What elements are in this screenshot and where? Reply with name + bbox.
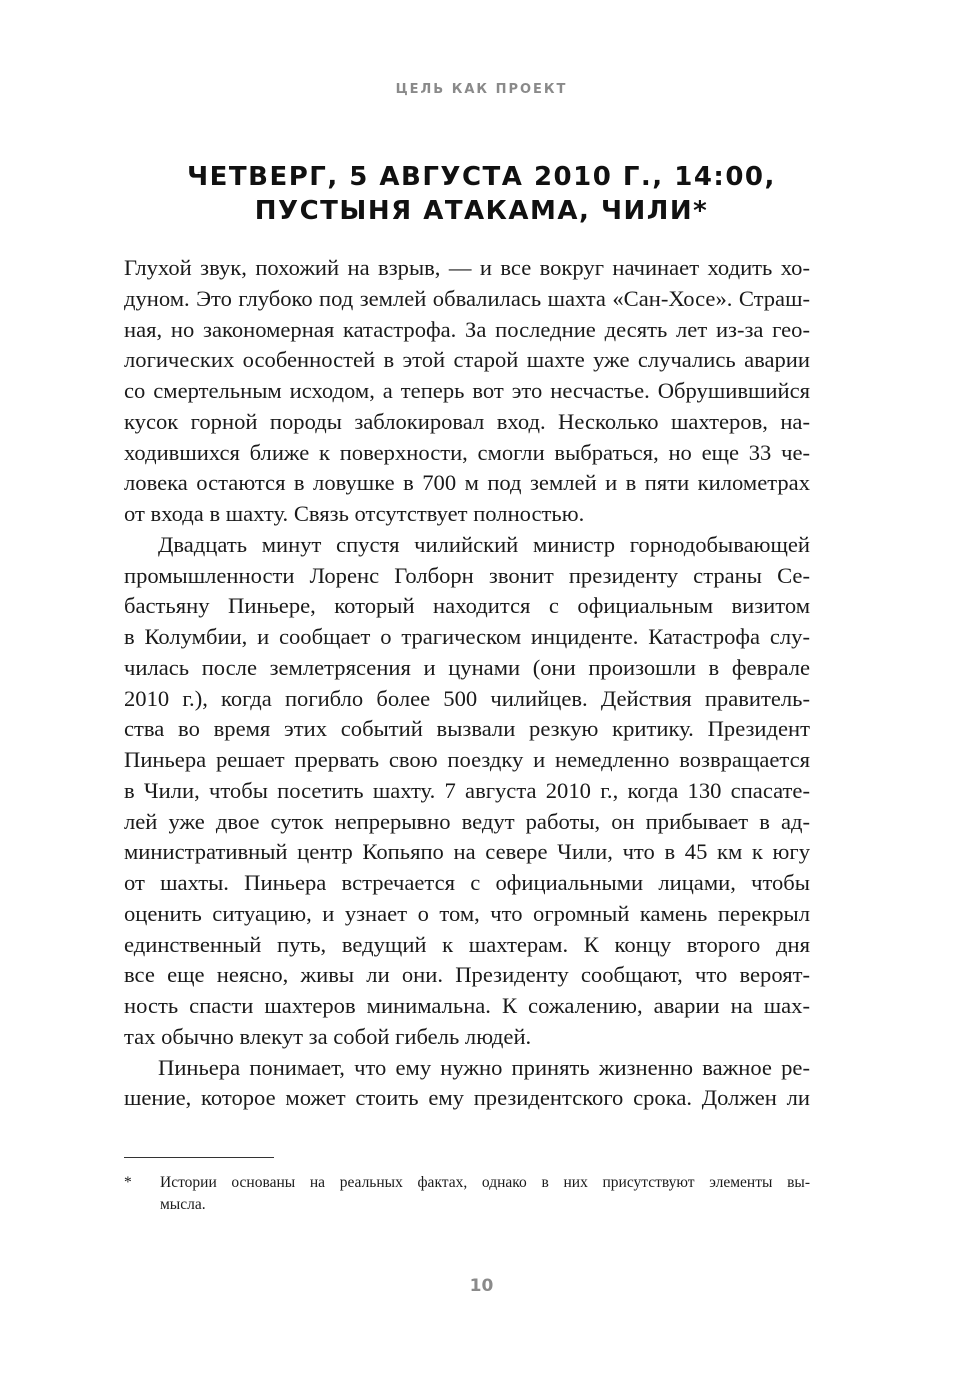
- chapter-title-line: ПУСТЫНЯ АТАКАМА, ЧИЛИ*: [254, 196, 709, 226]
- text-line: промышленности Лоренс Голборн звонит президенту страны Се-: [124, 562, 810, 588]
- footnote-text: [160, 1172, 810, 1216]
- text-line: в Колумбии, и сообщает о трагическом инциденте. Катастрофа слу-: [124, 624, 810, 649]
- text-line: ная, но закономерная катастрофа. За последние десять лет из-за гео-: [124, 316, 810, 342]
- text-line: дуном. Это глубоко под землей обвалилась шахта «Сан-Хосе». Страш-: [124, 285, 810, 311]
- paragraph: [124, 253, 810, 530]
- footnote-line: Истории основаны на реальных фактах, однако в них присутствуют элементы вы-: [160, 1174, 810, 1191]
- text-line: 2010 г.), когда погибло более 500 чилийцев. Действия правитель-: [124, 685, 810, 711]
- chapter-title-line: ЧЕТВЕРГ, 5 АВГУСТА 2010 Г., 14:00,: [187, 162, 776, 192]
- text-line: ность спасти шахтеров минимальна. К сожалению, аварии на шах-: [124, 993, 810, 1018]
- paragraph: [124, 530, 810, 1053]
- text-line: кусок горной породы заблокировал вход. Несколько шахтеров, на-: [124, 408, 810, 434]
- text-line: оценить ситуацию, и узнает о том, что огромный камень перекрыл: [124, 900, 810, 926]
- text-line: от входа в шахту. Связь отсутствует полностью.: [124, 501, 585, 526]
- text-line: шение, которое может стоить ему президентского срока. Должен ли: [124, 1085, 810, 1111]
- text-line: все еще неясно, живы ли они. Президенту сообщают, что вероят-: [124, 962, 810, 988]
- text-line: в Чили, чтобы посетить шахту. 7 августа 2010 г., когда 130 спасате-: [124, 777, 810, 803]
- text-line: бастьяну Пиньере, который находится с официальным визитом: [124, 593, 810, 619]
- text-line: ства во время этих событий вызвали резкую критику. Президент: [124, 716, 810, 742]
- text-line: Двадцать минут спустя чилийский министр горнодобывающей: [158, 531, 810, 557]
- text-line: Пиньера понимает, что ему нужно принять жизненно важное ре-: [158, 1054, 810, 1080]
- footnote: [124, 1172, 810, 1216]
- text-line: чилась после землетрясения и цунами (они произошли в феврале: [124, 654, 810, 680]
- footnote-mark: *: [124, 1174, 132, 1191]
- text-line: со смертельным исходом, а теперь вот это несчастье. Обрушившийся: [124, 378, 810, 403]
- footnote-line: мысла.: [160, 1196, 206, 1213]
- page-number: 10: [469, 1276, 494, 1296]
- paragraph: [124, 1053, 810, 1115]
- text-line: от шахты. Пиньера встречается с официальными лицами, чтобы: [124, 870, 810, 895]
- text-line: ловека остаются в ловушке в 700 м под землей и в пяти километрах: [124, 470, 810, 496]
- text-line: Пиньера решает прервать свою поездку и немедленно возвращается: [124, 747, 810, 772]
- text-line: Глухой звук, похожий на взрыв, — и все вокруг начинает ходить хо-: [124, 255, 810, 280]
- text-line: лей уже двое суток непрерывно ведут работы, он прибывает в ад-: [124, 808, 810, 834]
- footnote-divider: [124, 1157, 274, 1158]
- chapter-title: [100, 160, 863, 228]
- body-text: [124, 253, 810, 1114]
- running-header: ЦЕЛЬ КАК ПРОЕКТ: [395, 82, 568, 97]
- text-line: логических особенностей в этой старой шахте уже случались аварии: [124, 347, 810, 373]
- text-line: министративный центр Копьяпо на севере Чили, что в 45 км к югу: [124, 839, 810, 865]
- text-line: единственный путь, ведущий к шахтерам. К концу второго дня: [124, 931, 810, 957]
- text-line: ходившихся ближе к поверхности, смогли выбраться, но еще 33 че-: [124, 439, 810, 465]
- text-line: тах обычно влекут за собой гибель людей.: [124, 1023, 532, 1049]
